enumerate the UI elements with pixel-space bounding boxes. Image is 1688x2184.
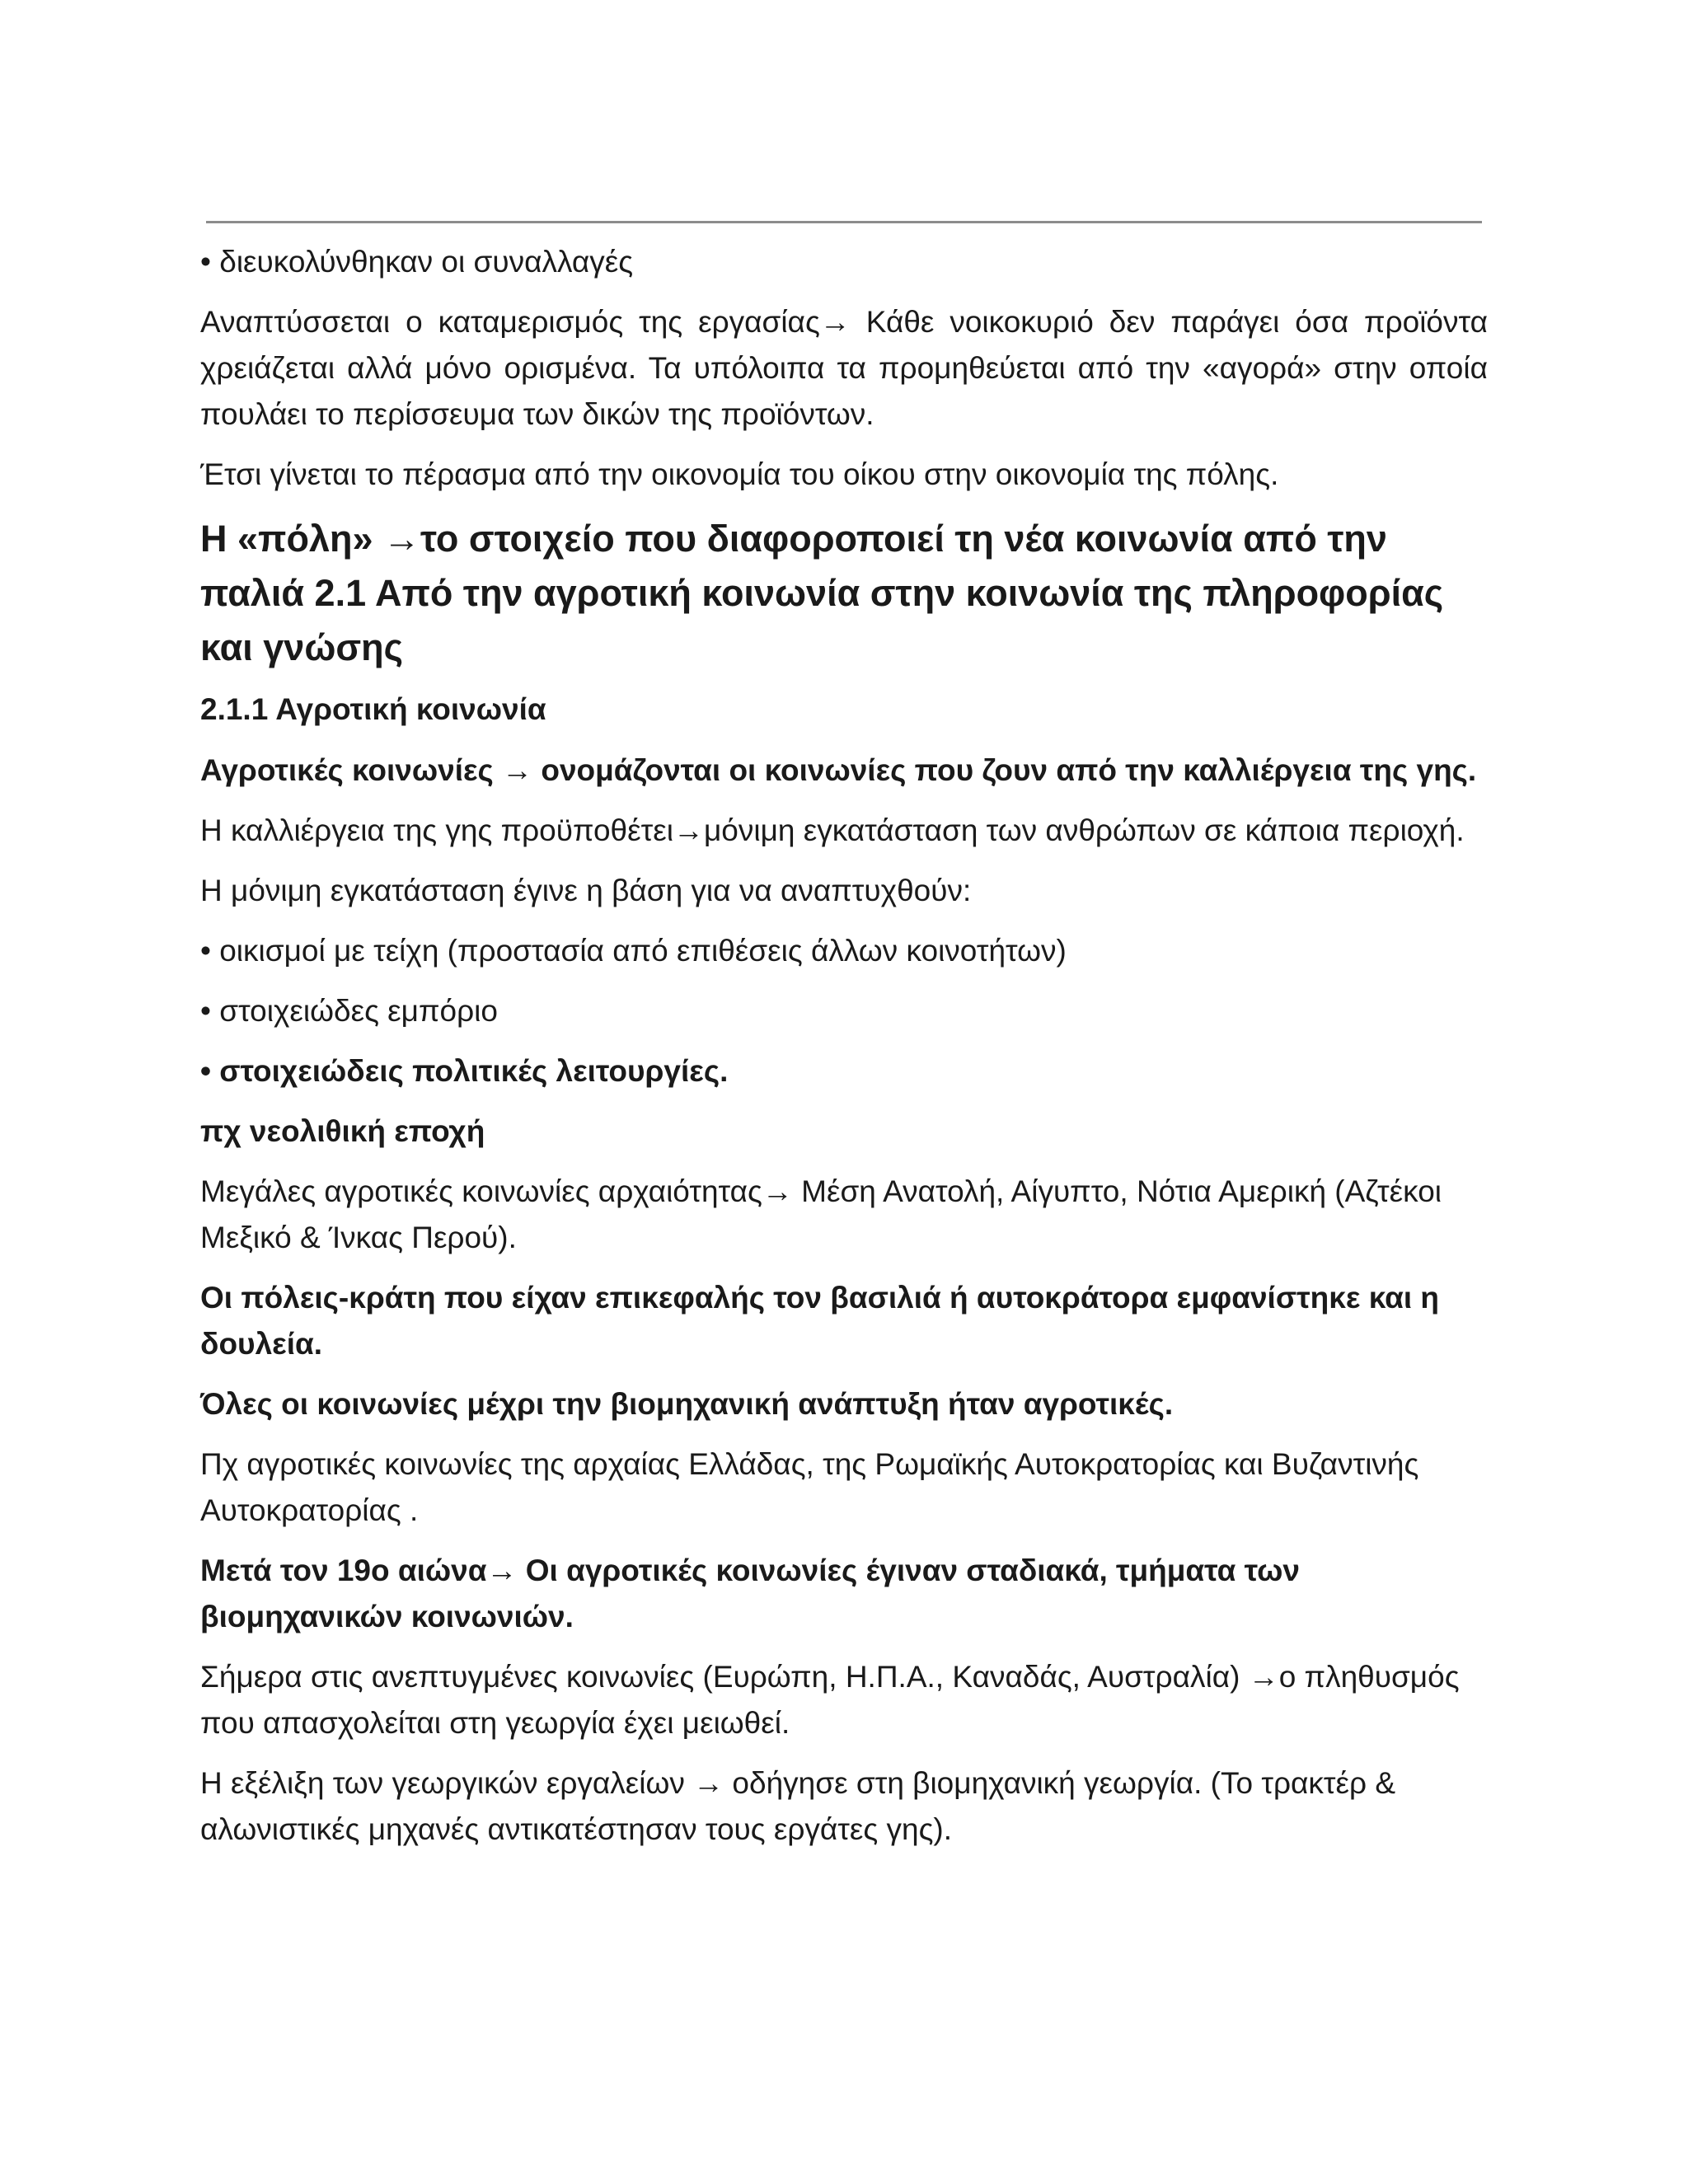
paragraph-cultivation: Η καλλιέργεια της γης προϋποθέτει→μόνιμη εγκατάσταση των ανθρώπων σε κάποια περιοχή. — [200, 813, 1465, 847]
document-body — [200, 239, 1488, 1867]
paragraph-tools: Η εξέλιξη των γεωργικών εργαλείων → οδήγησε στη βιομηχανική γεωργία. (Το τρακτέρ & αλωνιστικές μηχανές αντικατέστησαν τους εργάτες γης). — [200, 1766, 1396, 1846]
paragraph-city-states: Οι πόλεις-κράτη που είχαν επικεφαλής τον βασιλιά ή αυτοκράτορα εμφανίστηκε και η δουλεία. — [200, 1281, 1440, 1361]
paragraph-today: Σήμερα στις ανεπτυγμένες κοινωνίες (Ευρώπη, Η.Π.Α., Καναδάς, Αυστραλία) →ο πληθυσμός που απασχολείται στη γεωργία έχει μειωθεί. — [200, 1660, 1460, 1740]
paragraph-definition: Αγροτικές κοινωνίες → ονομάζονται οι κοινωνίες που ζουν από την καλλιέργεια της γης. — [200, 753, 1477, 787]
paragraph-division-of-labour: Αναπτύσσεται ο καταμερισμός της εργασίας→ Κάθε νοικοκυριό δεν παράγει όσα προϊόντα χρειάζεται αλλά μόνο ορισμένα. Τα υπόλοιπα τα προμηθεύεται από την «αγορά» στην οποία πουλάει το περίσσευμα των δικών της προϊόντων. — [200, 305, 1488, 431]
paragraph-transition: Έτσι γίνεται το πέρασμα από την οικονομία του οίκου στην οικονομία της πόλης. — [200, 457, 1279, 491]
main-heading: Η «πόλη» →το στοιχείο που διαφοροποιεί τη νέα κοινωνία από την παλιά 2.1 Από την αγροτική κοινωνία στην κοινωνία της πληροφορίας και γνώσης — [200, 518, 1444, 668]
paragraph-all-agrarian: Όλες οι κοινωνίες μέχρι την βιομηχανική ανάπτυξη ήταν αγροτικές. — [200, 1387, 1174, 1421]
paragraph-neolithic: πχ νεολιθική εποχή — [200, 1114, 485, 1148]
top-divider — [206, 221, 1482, 223]
bullet-trade: • στοιχειώδες εμπόριο — [200, 994, 498, 1028]
paragraph-examples: Πχ αγροτικές κοινωνίες της αρχαίας Ελλάδας, της Ρωμαϊκής Αυτοκρατορίας και Βυζαντινής Αυτοκρατορίας . — [200, 1447, 1419, 1527]
bullet-transactions: • διευκολύνθηκαν οι συναλλαγές — [200, 245, 634, 279]
paragraph-great-societies: Μεγάλες αγροτικές κοινωνίες αρχαιότητας→ Μέση Ανατολή, Αίγυπτο, Νότια Αμερική (Αζτέκοι Μεξικό & Ίνκας Περού). — [200, 1174, 1442, 1254]
section-subheading: 2.1.1 Αγροτική κοινωνία — [200, 692, 546, 726]
paragraph-settlement: Η μόνιμη εγκατάσταση έγινε η βάση για να αναπτυχθούν: — [200, 874, 972, 907]
bullet-political: • στοιχειώδεις πολιτικές λειτουργίες. — [200, 1054, 729, 1088]
paragraph-19th-century: Μετά τον 19ο αιώνα→ Οι αγροτικές κοινωνίες έγιναν σταδιακά, τμήματα των βιομηχανικών κοινωνιών. — [200, 1554, 1300, 1633]
bullet-settlements: • οικισμοί με τείχη (προστασία από επιθέσεις άλλων κοινοτήτων) — [200, 934, 1067, 968]
